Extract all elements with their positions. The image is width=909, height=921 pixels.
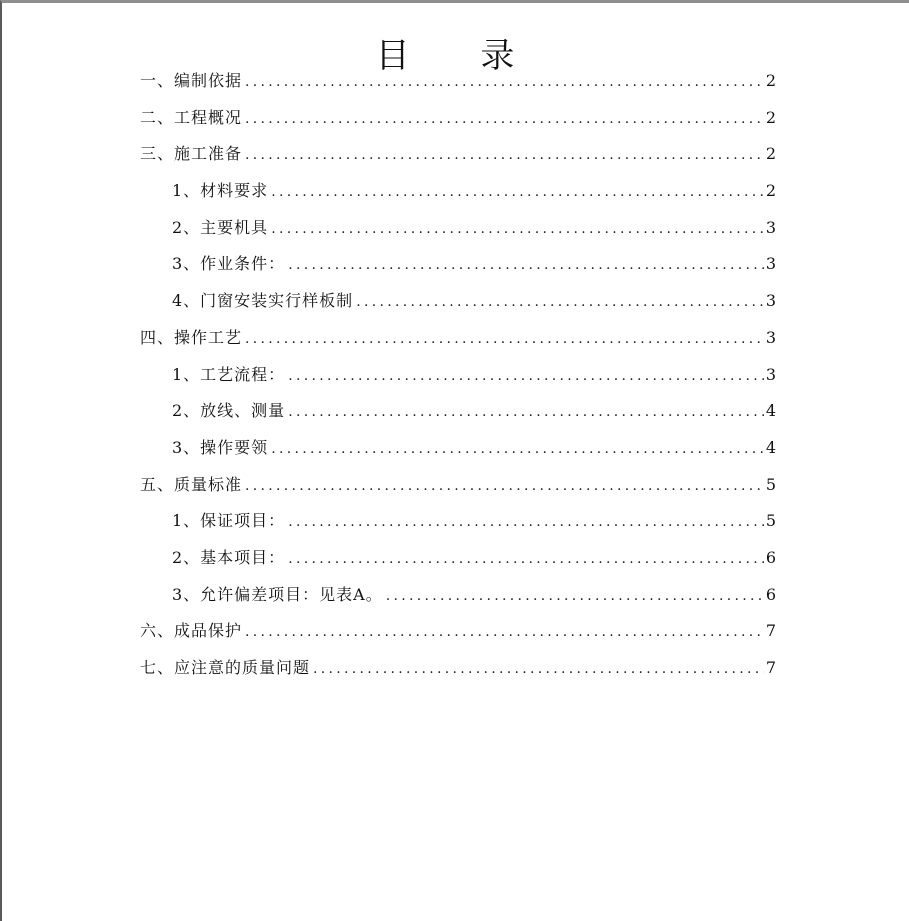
toc-entry-label: 二、工程概况 [140, 107, 243, 127]
toc-entry-label: 3、操作要领 [172, 437, 269, 457]
toc-entry[interactable] [140, 176, 776, 213]
toc-page-number: 2 [765, 144, 776, 164]
toc-page-number: 6 [765, 547, 776, 567]
toc-entry-label: 五、质量标准 [140, 474, 243, 494]
toc-entry[interactable] [140, 103, 776, 140]
toc-entry-label: 七、应注意的质量问题 [140, 658, 311, 677]
toc-dot-leader [245, 104, 764, 134]
toc-entry[interactable] [140, 323, 776, 360]
toc-entry[interactable] [140, 66, 776, 103]
toc-entry[interactable] [140, 286, 776, 323]
toc-entry-label: 三、施工准备 [140, 144, 243, 164]
toc-page-number: 3 [765, 291, 776, 311]
table-of-contents [140, 66, 776, 690]
toc-page-number: 2 [765, 107, 776, 127]
toc-dot-leader [271, 434, 764, 464]
toc-page-number: 5 [765, 511, 776, 531]
toc-dot-leader [313, 654, 764, 684]
toc-page-number: 7 [765, 658, 776, 677]
toc-page-number: 3 [765, 327, 776, 347]
toc-page-number: 3 [765, 254, 776, 274]
toc-entry[interactable] [140, 213, 776, 250]
toc-entry-label: 1、材料要求 [172, 181, 269, 201]
toc-entry[interactable] [140, 433, 776, 470]
toc-entry-label: 3、作业条件： [172, 254, 286, 274]
toc-page-number: 6 [765, 584, 776, 604]
toc-page-number: 7 [765, 621, 776, 641]
toc-page-number: 2 [765, 71, 776, 90]
toc-entry-label: 1、工艺流程： [172, 364, 286, 384]
toc-dot-leader [245, 140, 764, 170]
toc-entry-label: 2、主要机具 [172, 217, 269, 237]
toc-entry-label: 1、保证项目： [172, 511, 286, 531]
toc-entry[interactable] [140, 543, 776, 580]
page-title: 目 录 [375, 35, 545, 76]
toc-entry[interactable] [140, 653, 776, 690]
toc-entry-label: 2、放线、测量 [172, 401, 286, 421]
toc-entry-label: 3、允许偏差项目：见表A。 [172, 584, 383, 604]
toc-dot-leader [288, 361, 764, 391]
toc-page-number: 4 [765, 401, 776, 421]
toc-page-number: 3 [765, 217, 776, 237]
toc-entry[interactable] [140, 249, 776, 286]
toc-dot-leader [288, 250, 764, 280]
toc-entry[interactable] [140, 360, 776, 397]
toc-entry[interactable] [140, 470, 776, 507]
toc-entry-label: 四、操作工艺 [140, 327, 243, 347]
toc-dot-leader [356, 287, 764, 317]
toc-page-number: 5 [765, 474, 776, 494]
toc-dot-leader [245, 67, 764, 97]
toc-dot-leader [271, 214, 764, 244]
toc-page-number: 3 [765, 364, 776, 384]
toc-entry[interactable] [140, 580, 776, 617]
toc-dot-leader [271, 177, 764, 207]
toc-entry[interactable] [140, 139, 776, 176]
toc-page-number: 4 [765, 437, 776, 457]
toc-dot-leader [386, 581, 764, 611]
toc-entry-label: 2、基本项目： [172, 547, 286, 567]
toc-page-number: 2 [765, 181, 776, 201]
toc-entry-label: 六、成品保护 [140, 621, 243, 641]
toc-dot-leader [245, 471, 764, 501]
toc-entry[interactable] [140, 616, 776, 653]
toc-dot-leader [288, 544, 764, 574]
toc-dot-leader [245, 324, 764, 354]
toc-entry-label: 4、门窗安装实行样板制 [172, 291, 354, 311]
toc-dot-leader [288, 397, 764, 427]
toc-entry[interactable] [140, 506, 776, 543]
toc-entry-label: 一、编制依据 [140, 71, 243, 90]
toc-entry[interactable] [140, 396, 776, 433]
toc-dot-leader [245, 617, 764, 647]
toc-dot-leader [288, 507, 764, 537]
